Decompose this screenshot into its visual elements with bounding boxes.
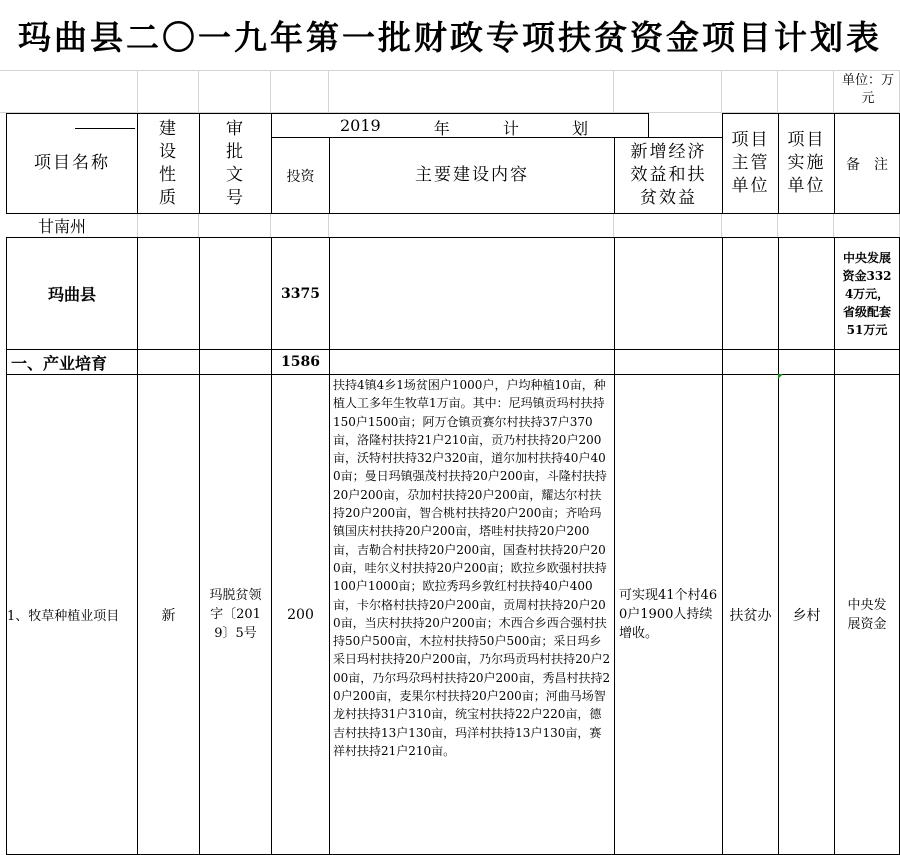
row-category-content[interactable] xyxy=(329,349,615,375)
grid-cell[interactable] xyxy=(778,70,834,113)
header-remark[interactable]: 备 注 xyxy=(834,113,900,214)
unit-label: 单位：万元 xyxy=(841,73,894,106)
row-prefecture-name[interactable]: 甘南州 xyxy=(6,214,138,238)
header-impl[interactable]: 项目实施单位 xyxy=(778,113,835,214)
row-county-nature[interactable] xyxy=(137,237,200,350)
header-divider-line xyxy=(75,128,135,129)
grid-cell[interactable] xyxy=(271,70,329,113)
row-category-approval[interactable] xyxy=(199,349,272,375)
row-county-content[interactable] xyxy=(329,237,615,350)
row-category-nature[interactable] xyxy=(137,349,200,375)
grid-cell[interactable] xyxy=(0,70,138,113)
grid-cell[interactable] xyxy=(778,214,834,238)
row-county-benefit[interactable] xyxy=(614,237,723,350)
header-project-name[interactable]: 项目名称 xyxy=(6,113,138,214)
grid-cell[interactable] xyxy=(614,70,722,113)
row-project-name[interactable]: 1、牧草种植业项目 xyxy=(6,374,138,855)
comment-indicator-icon[interactable] xyxy=(778,374,783,379)
row-county-remark[interactable]: 中央发展资金3324万元，省级配套51万元 xyxy=(834,237,900,350)
row-category-dept[interactable] xyxy=(722,349,779,375)
row-category-impl[interactable] xyxy=(778,349,835,375)
row-project-dept[interactable]: 扶贫办 xyxy=(722,374,779,855)
row-county-dept[interactable] xyxy=(722,237,779,350)
header-investment[interactable]: 投资 xyxy=(271,137,330,214)
row-category-benefit[interactable] xyxy=(614,349,723,375)
grid-cell[interactable] xyxy=(138,70,199,113)
sheet-title: 玛曲县二〇一九年第一批财政专项扶贫资金项目计划表 xyxy=(18,17,882,57)
grid-cell[interactable] xyxy=(614,214,722,238)
row-project-impl[interactable]: 乡村 xyxy=(778,374,835,855)
row-project-investment[interactable]: 200 xyxy=(271,374,330,855)
row-project-approval[interactable]: 玛脱贫领字〔2019〕5号 xyxy=(199,374,272,855)
grid-cell[interactable] xyxy=(329,70,614,113)
row-county-impl[interactable] xyxy=(778,237,835,350)
grid-cell[interactable] xyxy=(271,214,329,238)
row-project-content[interactable]: 扶持4镇4乡1场贫困户1000户，户均种植10亩，种植人工多年生牧草1万亩。其中：尼玛镇贡玛村扶持150户1500亩；阿万仓镇贡赛尔村扶持37户370亩，洛隆村扶持21户210亩，贡乃村扶持20户200亩，沃特村扶持32户320亩，道尔加村扶持40户400亩；曼日玛镇强茂村扶持20户200亩，斗隆村扶持20户200亩，尕加村扶持20户200亩，耀达尔村扶持20户200亩，智合桃村扶持20户200亩；齐哈玛镇国庆村扶持20户200亩，塔哇村扶持20户200亩，吉勒合村扶持20户200亩，国查村扶持20户200亩，哇尔义村扶持20户200亩；欧拉乡欧强村扶持100户1000亩；欧拉秀玛乡敦红村扶持40户400亩，卡尔格村扶持20户200亩，贡周村扶持20户200亩，当庆村扶持20户200亩；木西合乡西合强村扶持50户500亩，木拉村扶持50户500亩；采日玛乡采日玛村扶持20户200亩，乃尔玛贡玛村扶持20户200亩，乃尔玛尕玛村扶持20户200亩，秀昌村扶持20户200亩，麦果尔村扶持20户200亩；河曲马场智龙村扶持31户310亩，统宝村扶持22户220亩，德吉村扶持13户130亩，玛洋村扶持13户130亩，赛祥村扶持21户210亩。 xyxy=(329,374,615,855)
row-project-remark[interactable]: 中央发展资金 xyxy=(834,374,900,855)
header-plan-text: 2019 年 计 划 xyxy=(340,116,588,138)
row-county-approval[interactable] xyxy=(199,237,272,350)
grid-cell[interactable] xyxy=(329,214,614,238)
header-approval[interactable]: 审批文号 xyxy=(199,113,272,214)
grid-cell[interactable] xyxy=(138,214,199,238)
row-project-nature[interactable]: 新 xyxy=(137,374,200,855)
header-nature[interactable]: 建设性质 xyxy=(137,113,200,214)
row-category-investment[interactable]: 1586 xyxy=(271,349,330,375)
header-content[interactable]: 主要建设内容 xyxy=(329,137,615,214)
header-benefit[interactable]: 新增经济效益和扶贫效益 xyxy=(614,137,723,214)
row-county-investment[interactable]: 3375 xyxy=(271,237,330,350)
grid-cell[interactable] xyxy=(199,214,271,238)
grid-cell[interactable] xyxy=(722,214,778,238)
grid-cell[interactable] xyxy=(834,214,900,238)
header-dept[interactable]: 项目主管单位 xyxy=(722,113,779,214)
row-category-remark[interactable] xyxy=(834,349,900,375)
row-project-benefit[interactable]: 可实现41个村460户1900人持续增收。 xyxy=(614,374,723,855)
row-category-name[interactable]: 一、产业培育 xyxy=(6,349,138,375)
grid-cell[interactable] xyxy=(199,70,271,113)
row-county-name[interactable]: 玛曲县 xyxy=(6,237,138,350)
grid-cell[interactable] xyxy=(722,70,778,113)
